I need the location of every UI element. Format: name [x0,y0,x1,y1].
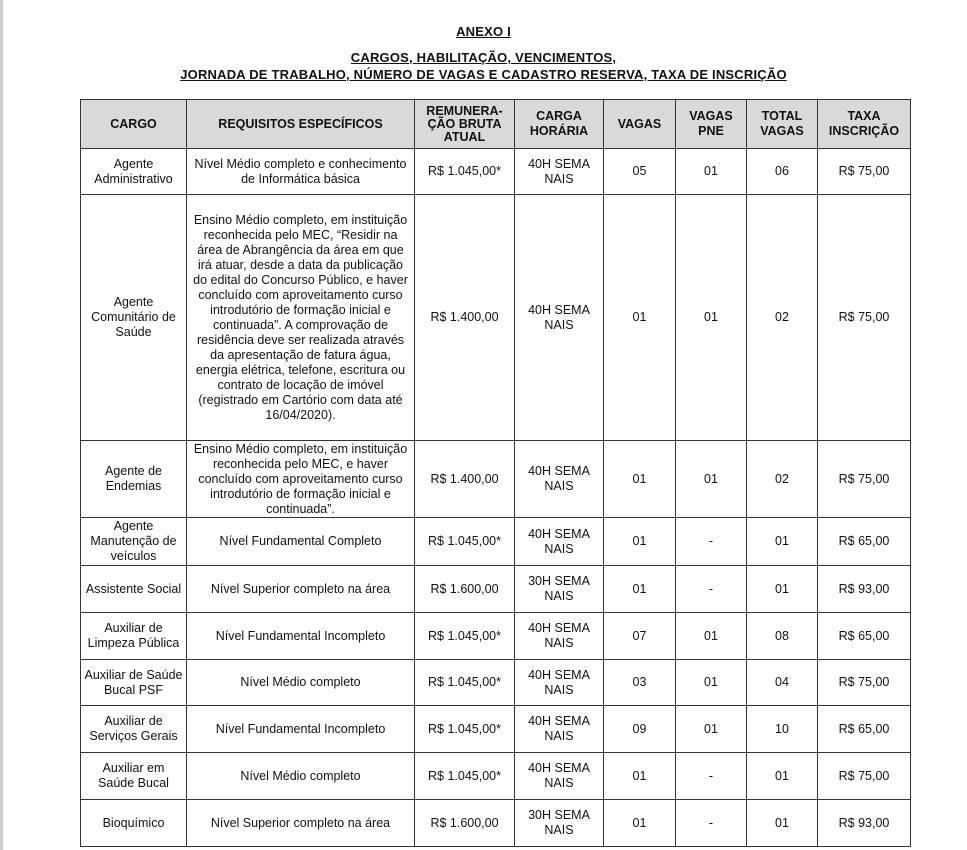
cell-cargo: Bioquímico [81,800,187,847]
table-row [81,753,911,800]
cell-vagas-pne: 01 [676,613,747,660]
cell-remuneracao: R$ 1.045,00* [415,518,515,566]
carga-value: 40H SEMANAIS [528,714,590,743]
cell-carga [515,149,604,195]
carga-value: 30H SEMANAIS [528,574,590,603]
table-row [81,566,911,613]
cell-total-vagas: 02 [747,441,818,518]
header-carga: CARGA HORÁRIA [515,100,604,149]
table-row [81,195,911,441]
cell-carga [515,660,604,706]
cell-carga [515,753,604,800]
carga-value: 30H SEMANAIS [528,808,590,837]
carga-value: 40H SEMANAIS [528,761,590,790]
cell-vagas: 01 [604,800,676,847]
cell-requisitos: Nível Médio completo [187,660,415,706]
cell-requisitos: Ensino Médio completo, em instituição reconhecida pelo MEC, e haver concluído com aproveitamento curso introdutório de formação inicial e continuada”. [187,441,415,518]
cell-carga [515,613,604,660]
cell-taxa: R$ 75,00 [818,660,911,706]
header-taxa: TAXA INSCRIÇÃO [818,100,911,149]
table-row [81,518,911,566]
heading-line-2: JORNADA DE TRABALHO, NÚMERO DE VAGAS E CADASTRO RESERVA, TAXA DE INSCRIÇÃO [180,67,787,82]
cell-total-vagas: 01 [747,518,818,566]
table-row [81,660,911,706]
cell-vagas: 01 [604,518,676,566]
cell-carga [515,441,604,518]
carga-value: 40H SEMANAIS [528,526,590,556]
cell-carga [515,566,604,613]
cell-vagas-pne: 01 [676,660,747,706]
carga-value: 40H SEMANAIS [528,302,590,332]
cell-total-vagas: 01 [747,753,818,800]
cell-total-vagas: 02 [747,195,818,441]
table-row [81,149,911,195]
cell-vagas-pne: 01 [676,706,747,753]
cell-total-vagas: 01 [747,566,818,613]
cell-carga [515,195,604,441]
cell-vagas-pne: - [676,566,747,613]
cell-vagas-pne: 01 [676,441,747,518]
cell-remuneracao: R$ 1.400,00 [415,195,515,441]
cell-vagas: 03 [604,660,676,706]
header-remuneracao: REMUNERA-ÇÃO BRUTA ATUAL [415,100,515,149]
cell-vagas-pne: - [676,518,747,566]
cell-taxa: R$ 93,00 [818,566,911,613]
cell-vagas: 07 [604,613,676,660]
carga-value: 40H SEMANAIS [528,464,590,493]
cell-taxa: R$ 75,00 [818,753,911,800]
table-row [81,441,911,518]
table-header-row [81,100,911,149]
cell-taxa: R$ 65,00 [818,613,911,660]
cell-vagas: 01 [604,753,676,800]
cell-taxa: R$ 75,00 [818,149,911,195]
cell-remuneracao: R$ 1.600,00 [415,800,515,847]
cell-requisitos: Nível Fundamental Incompleto [187,613,415,660]
cell-taxa: R$ 75,00 [818,441,911,518]
cell-requisitos: Nível Médio completo [187,753,415,800]
cell-vagas-pne: 01 [676,149,747,195]
cell-total-vagas: 10 [747,706,818,753]
header-vagas: VAGAS [604,100,676,149]
cell-requisitos: Ensino Médio completo, em instituição reconhecida pelo MEC, “Residir na área de Abrangência da área em que irá atuar, desde a data da publicação do edital do Concurso Público, e haver concluído com aproveitamento curso introdutório de formação inicial e continuada”. A comprovação de residência deve ser realizada através da apresentação de fatura água, energia elétrica, telefone, escritura ou contrato de locação de imóvel (registrado em Cartório com data até 16/04/2020). [187,195,415,441]
cell-cargo: Auxiliar de Saúde Bucal PSF [81,660,187,706]
cell-carga [515,706,604,753]
cell-remuneracao: R$ 1.400,00 [415,441,515,518]
header-cargo: CARGO [81,100,187,149]
cell-carga [515,518,604,566]
cell-cargo: Auxiliar de Limpeza Pública [81,613,187,660]
cell-remuneracao: R$ 1.600,00 [415,566,515,613]
cell-requisitos: Nível Médio completo e conhecimento de Informática básica [187,149,415,195]
table-row [81,800,911,847]
cell-cargo: Agente de Endemias [81,441,187,518]
cell-vagas: 01 [604,441,676,518]
header-total: TOTAL VAGAS [747,100,818,149]
cell-cargo: Assistente Social [81,566,187,613]
cell-cargo: Agente Administrativo [81,149,187,195]
cell-remuneracao: R$ 1.045,00* [415,753,515,800]
cell-carga [515,800,604,847]
positions-table [80,99,911,847]
cell-cargo: Auxiliar de Serviços Gerais [81,706,187,753]
cell-remuneracao: R$ 1.045,00* [415,706,515,753]
cell-total-vagas: 04 [747,660,818,706]
cell-total-vagas: 01 [747,800,818,847]
carga-value: 40H SEMANAIS [528,621,590,650]
cell-remuneracao: R$ 1.045,00* [415,660,515,706]
annex-title: ANEXO I [456,24,511,39]
cell-vagas: 01 [604,195,676,441]
table-row [81,613,911,660]
cell-remuneracao: R$ 1.045,00* [415,613,515,660]
cell-requisitos: Nível Superior completo na área [187,566,415,613]
cell-taxa: R$ 93,00 [818,800,911,847]
heading-line-1: CARGOS, HABILITAÇÃO, VENCIMENTOS, [350,50,617,65]
cell-total-vagas: 06 [747,149,818,195]
cell-requisitos: Nível Fundamental Completo [187,518,415,566]
cell-taxa: R$ 65,00 [818,706,911,753]
cell-remuneracao: R$ 1.045,00* [415,149,515,195]
carga-value: 40H SEMANAIS [528,156,590,186]
cell-vagas: 09 [604,706,676,753]
cell-vagas-pne: - [676,753,747,800]
cell-vagas: 01 [604,566,676,613]
cell-requisitos: Nível Fundamental Incompleto [187,706,415,753]
cell-vagas-pne: 01 [676,195,747,441]
cell-requisitos: Nível Superior completo na área [187,800,415,847]
cell-cargo: Auxiliar em Saúde Bucal [81,753,187,800]
table-row [81,706,911,753]
cell-cargo: Agente Comunitário de Saúde [81,195,187,441]
cell-vagas-pne: - [676,800,747,847]
header-requisitos: REQUISITOS ESPECÍFICOS [187,100,415,149]
cell-taxa: R$ 75,00 [818,195,911,441]
header-vagas-pne: VAGAS PNE [676,100,747,149]
cell-taxa: R$ 65,00 [818,518,911,566]
page-edge [0,0,3,850]
cell-total-vagas: 08 [747,613,818,660]
cell-vagas: 05 [604,149,676,195]
carga-value: 40H SEMANAIS [528,667,590,697]
cell-cargo: Agente Manutenção de veículos [81,518,187,566]
